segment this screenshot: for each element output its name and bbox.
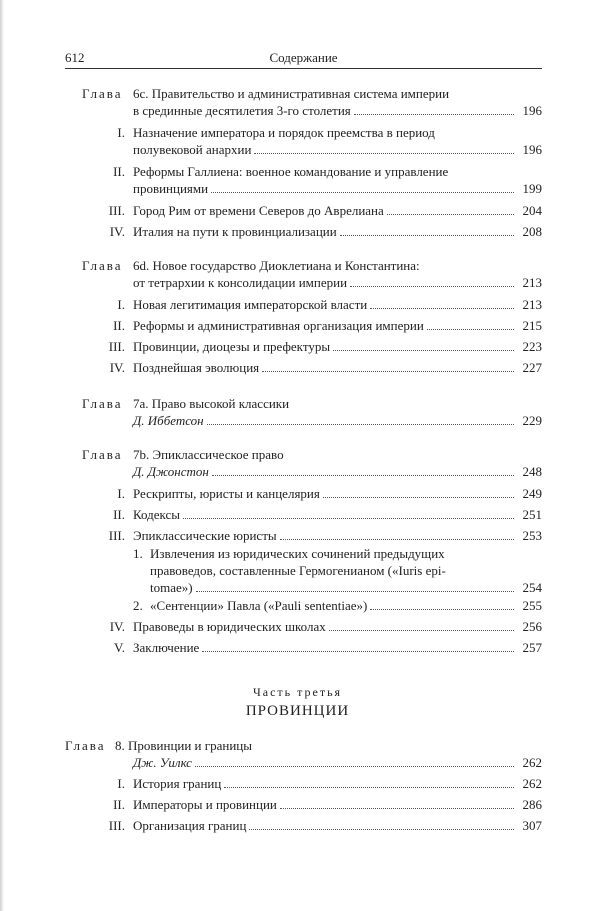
- chapter-author: Д. Иббетсон: [133, 413, 204, 428]
- page-ref: 253: [522, 528, 542, 543]
- page-ref: 199: [522, 181, 542, 196]
- section-title-line1: Реформы Галлиена: военное командование и управление: [133, 164, 449, 179]
- roman-numeral: III.: [108, 528, 125, 543]
- roman-numeral: V.: [114, 640, 125, 655]
- page-ref: 248: [522, 464, 542, 479]
- roman-numeral: I.: [117, 776, 125, 791]
- chapter-author: Дж. Уилкс: [133, 755, 192, 770]
- page-ref: 286: [522, 797, 542, 812]
- page-ref: 262: [522, 755, 542, 770]
- chapter-title-line1: 6d. Новое государство Диоклетиана и Константина:: [133, 258, 420, 273]
- chapter-label: Глава: [82, 258, 123, 273]
- toc-entry: Позднейшая эволюция 227: [133, 360, 542, 375]
- page-ref: 213: [522, 275, 542, 290]
- part-title: ПРОВИНЦИИ: [245, 703, 350, 719]
- subsection-title-line1: Извлечения из юридических сочинений предыдущих: [150, 546, 445, 561]
- toc-entry: Италия на пути к провинциализации 208: [133, 224, 542, 239]
- page-ref: 257: [522, 640, 542, 655]
- toc-entry: в срединные десятилетия 3-го столетия 196: [133, 103, 542, 118]
- subsection-number: 2.: [133, 598, 143, 613]
- toc-entry: Рескрипты, юристы и канцелярия 249: [133, 486, 542, 501]
- toc-entry: Императоры и провинции 286: [133, 797, 542, 812]
- roman-numeral: II.: [113, 164, 125, 179]
- part-label: Часть третья: [252, 685, 343, 699]
- roman-numeral: III.: [108, 203, 125, 218]
- roman-numeral: I.: [117, 297, 125, 312]
- page-ref: 227: [522, 360, 542, 375]
- roman-numeral: II.: [113, 507, 125, 522]
- page-ref: 213: [522, 297, 542, 312]
- toc-entry: [133, 464, 542, 480]
- subsection-title-line2: правоведов, составленные Гермогенианом («Iuris epi-: [150, 563, 446, 578]
- toc-entry: [133, 413, 542, 429]
- toc-entry: от тетрархии к консолидации империи 213: [133, 275, 542, 290]
- toc-entry: Эпиклассические юристы 253: [133, 528, 542, 543]
- toc-entry: Новая легитимация императорской власти 213: [133, 297, 542, 312]
- toc-entry: Провинции, диоцезы и префектуры 223: [133, 339, 542, 354]
- toc-entry: [133, 755, 542, 771]
- page-ref: 256: [522, 619, 542, 634]
- roman-numeral: III.: [108, 339, 125, 354]
- toc-entry: История границ 262: [133, 776, 542, 791]
- page-ref: 204: [522, 203, 542, 218]
- page-ref: 223: [522, 339, 542, 354]
- chapter-title-line1: 6с. Правительство и административная система империи: [133, 86, 450, 101]
- roman-numeral: I.: [117, 486, 125, 501]
- chapter-label: Глава: [82, 396, 123, 411]
- page-ref: 196: [522, 142, 542, 157]
- page-edge-shadow: [0, 0, 4, 911]
- toc-entry: провинциями 199: [133, 181, 542, 196]
- page-ref: 255: [522, 598, 542, 613]
- page-ref: 208: [522, 224, 542, 239]
- chapter-title: 8. Провинции и границы: [115, 738, 252, 753]
- section-title-line1: Назначение императора и порядок преемства в период: [133, 125, 435, 140]
- toc-entry: «Сентенции» Павла («Pauli sententiae») 255: [150, 598, 542, 613]
- roman-numeral: III.: [108, 818, 125, 833]
- toc-entry: полувековой анархии 196: [133, 142, 542, 157]
- toc-entry: Правоведы в юридических школах 256: [133, 619, 542, 634]
- toc-entry: tomae») 254: [150, 580, 542, 595]
- toc-entry: Организация границ 307: [133, 818, 542, 833]
- page-ref: 229: [522, 413, 542, 428]
- page-ref: 251: [522, 507, 542, 522]
- roman-numeral: IV.: [109, 224, 125, 239]
- roman-numeral: IV.: [109, 619, 125, 634]
- page-number: 612: [65, 50, 85, 65]
- subsection-number: 1.: [133, 546, 143, 561]
- page-ref: 215: [522, 318, 542, 333]
- roman-numeral: IV.: [109, 360, 125, 375]
- chapter-label: Глава: [82, 86, 123, 101]
- chapter-label: Глава: [82, 447, 123, 462]
- page-ref: 196: [522, 103, 542, 118]
- page-ref: 262: [522, 776, 542, 791]
- toc-entry: Город Рим от времени Северов до Аврелиана 204: [133, 203, 542, 218]
- roman-numeral: I.: [117, 125, 125, 140]
- chapter-title: 7а. Право высокой классики: [133, 396, 290, 411]
- roman-numeral: II.: [113, 318, 125, 333]
- chapter-title: 7b. Эпиклассическое право: [133, 447, 284, 462]
- page-ref: 254: [522, 580, 542, 595]
- running-header: [65, 50, 542, 69]
- page-ref: 249: [522, 486, 542, 501]
- toc-entry: Реформы и административная организация империи 215: [133, 318, 542, 333]
- chapter-label: Глава: [65, 738, 106, 753]
- toc-entry: Заключение 257: [133, 640, 542, 655]
- page-ref: 307: [522, 818, 542, 833]
- toc-entry: Кодексы 251: [133, 507, 542, 522]
- running-title: Содержание: [269, 50, 338, 65]
- chapter-author: Д. Джонстон: [133, 464, 209, 479]
- roman-numeral: II.: [113, 797, 125, 812]
